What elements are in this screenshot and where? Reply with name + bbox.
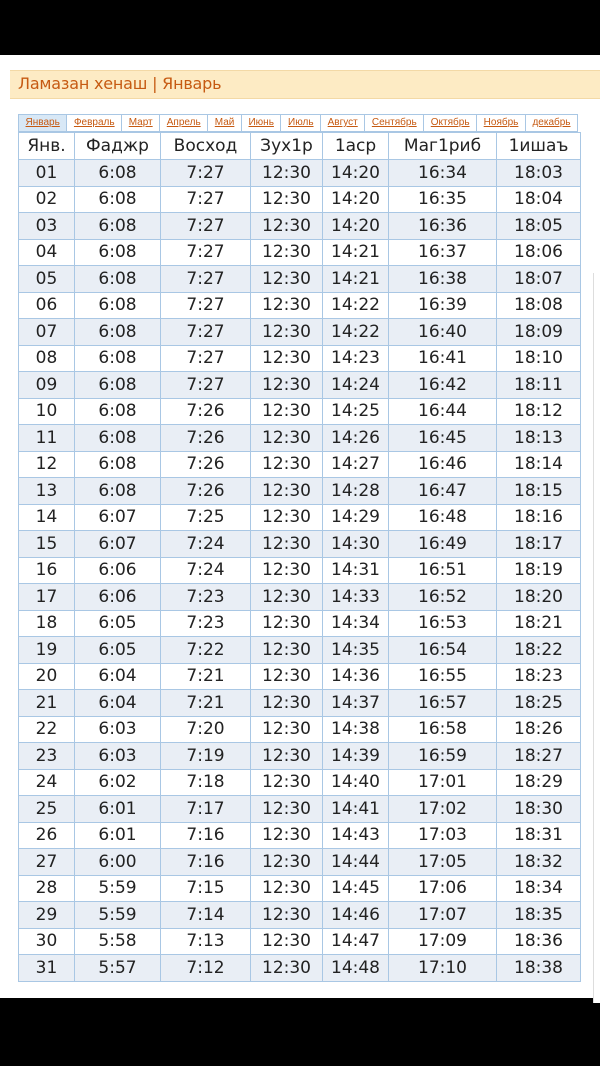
table-cell: 18:04 xyxy=(497,186,581,213)
table-row xyxy=(19,955,581,982)
table-cell: 18:19 xyxy=(497,557,581,584)
table-cell: 18:20 xyxy=(497,584,581,611)
table-cell: 12:30 xyxy=(251,928,323,955)
table-cell: 6:04 xyxy=(75,663,161,690)
table-cell: 7:22 xyxy=(161,637,251,664)
table-cell: 18:12 xyxy=(497,398,581,425)
table-cell: 7:21 xyxy=(161,690,251,717)
table-cell: 7:26 xyxy=(161,451,251,478)
table-cell: 7:21 xyxy=(161,663,251,690)
table-cell: 14:24 xyxy=(323,372,389,399)
table-cell: 14:22 xyxy=(323,292,389,319)
table-cell: 6:08 xyxy=(75,372,161,399)
table-cell: 6:03 xyxy=(75,743,161,770)
table-cell: 12:30 xyxy=(251,478,323,505)
table-cell: 12:30 xyxy=(251,266,323,293)
table-cell: 14:22 xyxy=(323,319,389,346)
table-cell: 13 xyxy=(19,478,75,505)
table-cell: 17:05 xyxy=(389,849,497,876)
table-cell: 14:47 xyxy=(323,928,389,955)
page-title: Ламазан хенаш | Январь xyxy=(18,74,222,93)
table-cell: 14:29 xyxy=(323,504,389,531)
table-cell: 5:58 xyxy=(75,928,161,955)
table-cell: 7:25 xyxy=(161,504,251,531)
table-cell: 7:26 xyxy=(161,478,251,505)
table-cell: 7:23 xyxy=(161,584,251,611)
table-cell: 05 xyxy=(19,266,75,293)
table-cell: 14:21 xyxy=(323,266,389,293)
table-cell: 14:39 xyxy=(323,743,389,770)
table-cell: 16:45 xyxy=(389,425,497,452)
table-cell: 12:30 xyxy=(251,875,323,902)
month-link[interactable]: Январь xyxy=(18,115,66,131)
table-cell: 7:15 xyxy=(161,875,251,902)
table-cell: 14:27 xyxy=(323,451,389,478)
table-cell: 7:24 xyxy=(161,531,251,558)
table-cell: 16:59 xyxy=(389,743,497,770)
table-cell: 12:30 xyxy=(251,584,323,611)
table-cell: 14:40 xyxy=(323,769,389,796)
month-link[interactable]: Июль xyxy=(280,115,320,131)
table-cell: 14:31 xyxy=(323,557,389,584)
table-cell: 18:25 xyxy=(497,690,581,717)
table-cell: 6:06 xyxy=(75,584,161,611)
table-cell: 7:27 xyxy=(161,372,251,399)
table-row xyxy=(19,451,581,478)
table-cell: 14:20 xyxy=(323,213,389,240)
table-cell: 20 xyxy=(19,663,75,690)
table-cell: 18:03 xyxy=(497,160,581,187)
table-row xyxy=(19,160,581,187)
table-cell: 18:05 xyxy=(497,213,581,240)
column-header: Восход xyxy=(161,133,251,160)
table-cell: 6:00 xyxy=(75,849,161,876)
table-cell: 18:07 xyxy=(497,266,581,293)
table-row xyxy=(19,584,581,611)
table-cell: 16:38 xyxy=(389,266,497,293)
table-cell: 7:24 xyxy=(161,557,251,584)
table-cell: 7:27 xyxy=(161,160,251,187)
table-cell: 02 xyxy=(19,186,75,213)
table-cell: 18:31 xyxy=(497,822,581,849)
table-cell: 6:03 xyxy=(75,716,161,743)
table-cell: 17 xyxy=(19,584,75,611)
table-cell: 12:30 xyxy=(251,504,323,531)
table-cell: 03 xyxy=(19,213,75,240)
table-row xyxy=(19,478,581,505)
table-header-row xyxy=(19,133,581,160)
table-cell: 17:02 xyxy=(389,796,497,823)
table-cell: 14:23 xyxy=(323,345,389,372)
table-cell: 14:36 xyxy=(323,663,389,690)
table-cell: 6:05 xyxy=(75,637,161,664)
table-cell: 24 xyxy=(19,769,75,796)
month-link[interactable]: Август xyxy=(320,115,364,131)
table-row xyxy=(19,875,581,902)
table-cell: 12:30 xyxy=(251,743,323,770)
table-cell: 6:08 xyxy=(75,292,161,319)
table-cell: 25 xyxy=(19,796,75,823)
table-cell: 09 xyxy=(19,372,75,399)
table-row xyxy=(19,663,581,690)
table-cell: 6:07 xyxy=(75,504,161,531)
table-cell: 6:08 xyxy=(75,239,161,266)
column-header: 1аср xyxy=(323,133,389,160)
table-cell: 12:30 xyxy=(251,822,323,849)
table-cell: 12:30 xyxy=(251,345,323,372)
table-cell: 07 xyxy=(19,319,75,346)
table-cell: 7:27 xyxy=(161,186,251,213)
table-cell: 16:54 xyxy=(389,637,497,664)
table-cell: 18:10 xyxy=(497,345,581,372)
page-header xyxy=(10,70,600,99)
table-cell: 29 xyxy=(19,902,75,929)
table-row xyxy=(19,637,581,664)
table-cell: 12:30 xyxy=(251,451,323,478)
table-cell: 16:58 xyxy=(389,716,497,743)
table-cell: 7:26 xyxy=(161,398,251,425)
table-cell: 14:38 xyxy=(323,716,389,743)
table-cell: 16:35 xyxy=(389,186,497,213)
table-cell: 6:08 xyxy=(75,425,161,452)
table-cell: 6:01 xyxy=(75,822,161,849)
table-cell: 18 xyxy=(19,610,75,637)
table-cell: 12:30 xyxy=(251,902,323,929)
table-row xyxy=(19,292,581,319)
table-cell: 6:06 xyxy=(75,557,161,584)
table-row xyxy=(19,743,581,770)
month-link[interactable]: Сентябрь xyxy=(364,115,423,131)
table-cell: 6:02 xyxy=(75,769,161,796)
table-row xyxy=(19,531,581,558)
table-cell: 18:13 xyxy=(497,425,581,452)
table-cell: 16:44 xyxy=(389,398,497,425)
table-row xyxy=(19,372,581,399)
table-cell: 6:08 xyxy=(75,319,161,346)
table-cell: 6:04 xyxy=(75,690,161,717)
table-cell: 6:08 xyxy=(75,398,161,425)
table-cell: 7:23 xyxy=(161,610,251,637)
table-cell: 12:30 xyxy=(251,769,323,796)
table-cell: 18:22 xyxy=(497,637,581,664)
table-cell: 18:36 xyxy=(497,928,581,955)
table-cell: 14:25 xyxy=(323,398,389,425)
table-row xyxy=(19,213,581,240)
table-cell: 14:26 xyxy=(323,425,389,452)
table-row xyxy=(19,398,581,425)
table-cell: 18:21 xyxy=(497,610,581,637)
table-cell: 04 xyxy=(19,239,75,266)
table-cell: 16:37 xyxy=(389,239,497,266)
table-cell: 12:30 xyxy=(251,557,323,584)
table-cell: 18:17 xyxy=(497,531,581,558)
table-cell: 16:47 xyxy=(389,478,497,505)
table-row xyxy=(19,425,581,452)
table-cell: 12:30 xyxy=(251,213,323,240)
month-link[interactable]: Май xyxy=(207,115,241,131)
table-cell: 12:30 xyxy=(251,372,323,399)
table-cell: 12:30 xyxy=(251,398,323,425)
table-cell: 14:21 xyxy=(323,239,389,266)
table-cell: 16:55 xyxy=(389,663,497,690)
table-cell: 19 xyxy=(19,637,75,664)
table-cell: 6:08 xyxy=(75,213,161,240)
table-cell: 18:34 xyxy=(497,875,581,902)
table-cell: 18:08 xyxy=(497,292,581,319)
table-cell: 7:14 xyxy=(161,902,251,929)
table-cell: 16:39 xyxy=(389,292,497,319)
month-link[interactable]: Апрель xyxy=(159,115,207,131)
table-cell: 14:30 xyxy=(323,531,389,558)
table-cell: 14:41 xyxy=(323,796,389,823)
table-row xyxy=(19,822,581,849)
table-cell: 7:26 xyxy=(161,425,251,452)
table-cell: 16:57 xyxy=(389,690,497,717)
table-cell: 16:51 xyxy=(389,557,497,584)
table-cell: 12:30 xyxy=(251,716,323,743)
table-cell: 17:01 xyxy=(389,769,497,796)
table-cell: 17:03 xyxy=(389,822,497,849)
table-cell: 6:08 xyxy=(75,478,161,505)
table-row xyxy=(19,902,581,929)
table-cell: 6:08 xyxy=(75,451,161,478)
table-row xyxy=(19,557,581,584)
table-cell: 10 xyxy=(19,398,75,425)
table-cell: 14:28 xyxy=(323,478,389,505)
table-cell: 7:19 xyxy=(161,743,251,770)
table-cell: 7:18 xyxy=(161,769,251,796)
table-cell: 23 xyxy=(19,743,75,770)
table-cell: 18:11 xyxy=(497,372,581,399)
page-content xyxy=(0,55,600,998)
table-cell: 12:30 xyxy=(251,160,323,187)
table-cell: 18:35 xyxy=(497,902,581,929)
table-cell: 16:46 xyxy=(389,451,497,478)
table-cell: 7:16 xyxy=(161,822,251,849)
table-cell: 14:20 xyxy=(323,186,389,213)
month-link[interactable]: Февраль xyxy=(66,115,121,131)
table-cell: 14:35 xyxy=(323,637,389,664)
month-link[interactable]: Март xyxy=(121,115,159,131)
table-row xyxy=(19,239,581,266)
table-cell: 14:34 xyxy=(323,610,389,637)
table-cell: 27 xyxy=(19,849,75,876)
month-link[interactable]: Октябрь xyxy=(423,115,476,131)
table-cell: 16:41 xyxy=(389,345,497,372)
table-cell: 7:20 xyxy=(161,716,251,743)
table-cell: 7:27 xyxy=(161,345,251,372)
table-cell: 17:09 xyxy=(389,928,497,955)
table-cell: 7:16 xyxy=(161,849,251,876)
table-cell: 22 xyxy=(19,716,75,743)
month-link[interactable]: Ноябрь xyxy=(476,115,525,131)
table-cell: 6:08 xyxy=(75,345,161,372)
table-row xyxy=(19,504,581,531)
table-cell: 01 xyxy=(19,160,75,187)
table-cell: 16:42 xyxy=(389,372,497,399)
table-cell: 16:49 xyxy=(389,531,497,558)
table-cell: 16:52 xyxy=(389,584,497,611)
table-cell: 14:37 xyxy=(323,690,389,717)
table-cell: 5:59 xyxy=(75,875,161,902)
table-cell: 6:05 xyxy=(75,610,161,637)
table-row xyxy=(19,319,581,346)
table-cell: 12:30 xyxy=(251,690,323,717)
table-cell: 06 xyxy=(19,292,75,319)
month-link[interactable]: Июнь xyxy=(241,115,281,131)
table-cell: 16 xyxy=(19,557,75,584)
table-cell: 14:44 xyxy=(323,849,389,876)
table-cell: 16:34 xyxy=(389,160,497,187)
month-link[interactable]: декабрь xyxy=(525,115,578,131)
table-cell: 21 xyxy=(19,690,75,717)
table-cell: 18:38 xyxy=(497,955,581,982)
table-cell: 26 xyxy=(19,822,75,849)
table-cell: 14:45 xyxy=(323,875,389,902)
table-cell: 14 xyxy=(19,504,75,531)
table-cell: 30 xyxy=(19,928,75,955)
table-cell: 12:30 xyxy=(251,663,323,690)
table-cell: 12:30 xyxy=(251,637,323,664)
table-cell: 12:30 xyxy=(251,955,323,982)
table-cell: 18:27 xyxy=(497,743,581,770)
table-cell: 7:27 xyxy=(161,213,251,240)
prayer-times-table-wrap xyxy=(18,132,581,982)
table-cell: 16:53 xyxy=(389,610,497,637)
table-cell: 14:43 xyxy=(323,822,389,849)
table-row xyxy=(19,186,581,213)
table-cell: 7:13 xyxy=(161,928,251,955)
table-cell: 6:08 xyxy=(75,160,161,187)
table-cell: 12:30 xyxy=(251,319,323,346)
table-cell: 7:27 xyxy=(161,239,251,266)
table-row xyxy=(19,849,581,876)
table-cell: 28 xyxy=(19,875,75,902)
column-header: 1ишаъ xyxy=(497,133,581,160)
table-row xyxy=(19,345,581,372)
table-cell: 12:30 xyxy=(251,531,323,558)
table-cell: 18:16 xyxy=(497,504,581,531)
table-cell: 12:30 xyxy=(251,292,323,319)
table-cell: 14:48 xyxy=(323,955,389,982)
table-cell: 7:12 xyxy=(161,955,251,982)
prayer-times-table xyxy=(18,132,581,982)
table-cell: 17:10 xyxy=(389,955,497,982)
table-cell: 08 xyxy=(19,345,75,372)
table-cell: 18:30 xyxy=(497,796,581,823)
table-cell: 31 xyxy=(19,955,75,982)
table-cell: 7:27 xyxy=(161,292,251,319)
table-cell: 14:20 xyxy=(323,160,389,187)
table-cell: 18:14 xyxy=(497,451,581,478)
table-cell: 6:08 xyxy=(75,266,161,293)
table-row xyxy=(19,769,581,796)
table-cell: 16:48 xyxy=(389,504,497,531)
table-cell: 18:06 xyxy=(497,239,581,266)
table-cell: 7:27 xyxy=(161,319,251,346)
table-cell: 11 xyxy=(19,425,75,452)
table-cell: 17:07 xyxy=(389,902,497,929)
table-cell: 18:32 xyxy=(497,849,581,876)
table-cell: 7:17 xyxy=(161,796,251,823)
table-cell: 12 xyxy=(19,451,75,478)
table-cell: 12:30 xyxy=(251,425,323,452)
table-row xyxy=(19,796,581,823)
table-row xyxy=(19,610,581,637)
column-header: Маг1риб xyxy=(389,133,497,160)
table-cell: 12:30 xyxy=(251,239,323,266)
table-row xyxy=(19,716,581,743)
table-cell: 5:59 xyxy=(75,902,161,929)
table-row xyxy=(19,266,581,293)
table-cell: 5:57 xyxy=(75,955,161,982)
table-cell: 18:29 xyxy=(497,769,581,796)
table-cell: 12:30 xyxy=(251,610,323,637)
table-cell: 12:30 xyxy=(251,849,323,876)
scrollbar[interactable] xyxy=(593,273,600,1003)
month-nav xyxy=(18,114,578,132)
table-cell: 6:01 xyxy=(75,796,161,823)
table-cell: 18:26 xyxy=(497,716,581,743)
table-cell: 17:06 xyxy=(389,875,497,902)
table-cell: 12:30 xyxy=(251,796,323,823)
table-cell: 16:40 xyxy=(389,319,497,346)
column-header: Зух1р xyxy=(251,133,323,160)
table-cell: 15 xyxy=(19,531,75,558)
table-cell: 16:36 xyxy=(389,213,497,240)
table-cell: 7:27 xyxy=(161,266,251,293)
table-cell: 14:33 xyxy=(323,584,389,611)
table-cell: 12:30 xyxy=(251,186,323,213)
column-header: Янв. xyxy=(19,133,75,160)
table-cell: 6:08 xyxy=(75,186,161,213)
table-row xyxy=(19,928,581,955)
table-cell: 18:09 xyxy=(497,319,581,346)
table-cell: 18:15 xyxy=(497,478,581,505)
table-cell: 18:23 xyxy=(497,663,581,690)
table-row xyxy=(19,690,581,717)
column-header: Фаджр xyxy=(75,133,161,160)
table-cell: 6:07 xyxy=(75,531,161,558)
table-cell: 14:46 xyxy=(323,902,389,929)
